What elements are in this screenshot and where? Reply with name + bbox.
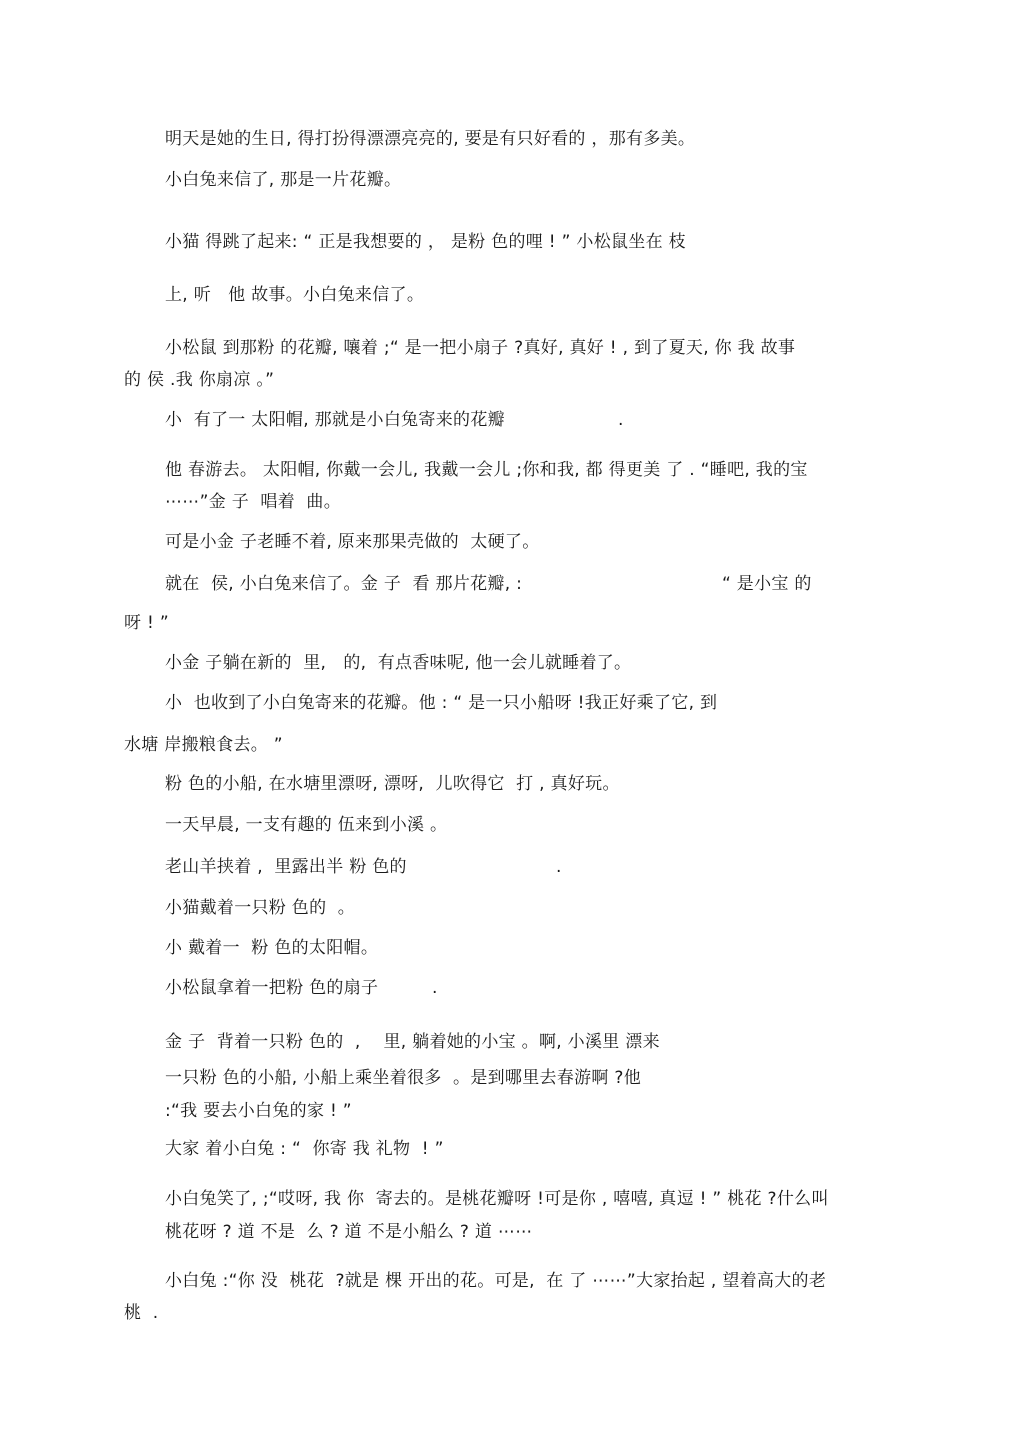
text-line: 小 也收到了小白兔寄来的花瓣。他 : “ 是一只小船呀 !我正好乘了它, 到 [165,693,718,713]
text-line: 小猫戴着一只粉 色的 。 [165,898,356,918]
text-line: 他 春游去。 太阳帽, 你戴一会儿, 我戴一会儿 ;你和我, 都 得更美 了 . “睡吧, 我的宝 [165,460,808,480]
text-line: 金 子 背着一只粉 色的 , 里, 躺着她的小宝 。啊, 小溪里 漂来 [165,1032,660,1052]
text-line: 小白兔来信了, 那是一片花瓣。 [165,170,402,190]
text-line: 小 有了一 太阳帽, 那就是小白兔寄来的花瓣 [165,410,505,430]
text-line: . [618,410,624,430]
text-line: 小猫 得跳了起来: “ 正是我想要的 ， 是粉 色的哩 ! ” 小松鼠坐在 枝 [165,232,686,252]
text-line: 明天是她的生日, 得打扮得漂漂亮亮的, 要是有只好看的 ，那有多美。 [165,129,696,149]
text-line: 一天早晨, 一支有趣的 伍来到小溪 。 [165,815,448,835]
text-line: 水塘 岸搬粮食去。 ” [124,735,283,755]
text-line: ⋯⋯”金 子 唱着 曲。 [165,492,342,512]
text-line: 小松鼠拿着一把粉 色的扇子 [165,978,379,998]
text-line: 小白兔 :“你 没 桃花 ?就是 棵 开出的花。可是, 在 了 ⋯⋯”大家抬起 , 望着高大的老 [165,1271,827,1291]
text-line: 小白兔笑了, ;“哎呀, 我 你 寄去的。是桃花瓣呀 !可是你 , 嘻嘻, 真逗 ! ” 桃花 ?什么叫 [165,1189,829,1209]
text-line: . [432,978,438,998]
text-line: 桃 . [124,1303,159,1323]
text-line: 呀 ! ” [124,613,169,633]
text-line: 小金 子躺在新的 里, 的, 有点香味呢, 他一会儿就睡着了。 [165,653,632,673]
text-line: . [556,857,562,877]
text-line: 就在 侯, 小白兔来信了。金 子 看 那片花瓣, : [165,574,523,594]
text-line: 上, 听 他 故事。小白兔来信了。 [165,285,425,305]
text-line: 小松鼠 到那粉 的花瓣, 嚷着 ;“ 是一把小扇子 ?真好, 真好 ! , 到了夏天, 你 我 故事 [165,338,796,358]
text-line: 大家 着小白兔 : “ 你寄 我 礼物 ! ” [165,1139,444,1159]
text-line: “ 是小宝 的 [722,574,812,594]
text-line: 桃花呀 ? 道 不是 么 ? 道 不是小船么 ? 道 ⋯⋯ [165,1222,533,1242]
text-line: 老山羊挟着 , 里露出半 粉 色的 [165,857,407,877]
text-line: 一只粉 色的小船, 小船上乘坐着很多 。是到哪里去春游啊 ?他 [165,1068,642,1088]
text-line: :“我 要去小白兔的家 ! ” [165,1101,352,1121]
text-line: 粉 色的小船, 在水塘里漂呀, 漂呀, 儿吹得它 打 , 真好玩。 [165,774,620,794]
text-line: 可是小金 子老睡不着, 原来那果壳做的 太硬了。 [165,532,540,552]
text-line: 小 戴着一 粉 色的太阳帽。 [165,938,379,958]
text-line: 的 侯 .我 你扇凉 。” [124,370,275,390]
